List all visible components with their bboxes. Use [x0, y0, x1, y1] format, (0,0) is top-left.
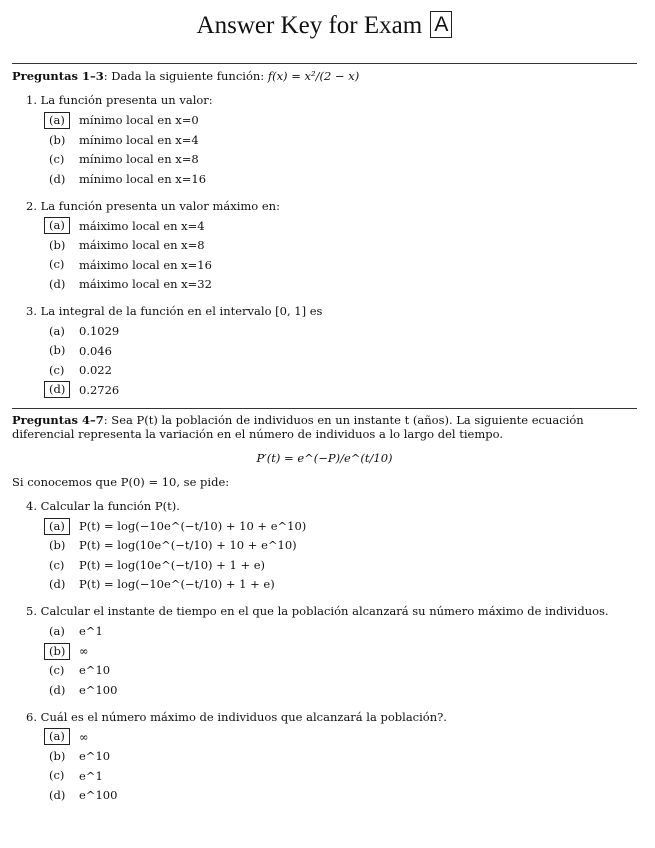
- option-label: (c): [49, 257, 65, 272]
- question-prompt: La función presenta un valor:: [40, 93, 213, 108]
- question-text: [26, 604, 637, 618]
- option-text: mínimo local en x=4: [79, 132, 199, 147]
- option-text: máiximo local en x=32: [79, 277, 212, 292]
- section-divider-2: [12, 408, 637, 409]
- question-text: [26, 93, 637, 107]
- answer-option: [44, 150, 637, 170]
- option-text: máiximo local en x=8: [79, 238, 205, 253]
- option-label: (d): [49, 171, 66, 186]
- answer-option: [44, 322, 637, 342]
- question-prompt: Calcular el instante de tiempo en el que la población alcanzará su número máximo de individuos.: [40, 604, 609, 619]
- option-text: P(t) = log(10e^(−t/10) + 10 + e^10): [79, 538, 297, 553]
- option-label: (b): [49, 538, 66, 553]
- option-text: 0.046: [79, 343, 112, 358]
- answer-option: [44, 275, 637, 295]
- answer-option: [44, 747, 637, 767]
- answer-option: [44, 169, 637, 189]
- section-divider: [12, 63, 637, 64]
- answer-option: [44, 766, 637, 786]
- question-number: 5.: [26, 604, 37, 619]
- correct-option-label: (a): [44, 518, 70, 535]
- question-text: [26, 199, 637, 213]
- block1-heading: Preguntas 1–3: [12, 69, 104, 83]
- question-prompt: Calcular la función P(t).: [40, 499, 180, 513]
- question-prompt: Cuál es el número máximo de individuos que alcanzará la población?.: [40, 709, 447, 724]
- option-text: P(t) = log(10e^(−t/10) + 1 + e): [79, 557, 266, 572]
- option-label: (c): [49, 663, 65, 677]
- question-prompt: La integral de la función en el intervalo [0, 1] es: [40, 304, 323, 319]
- answer-option: [44, 130, 637, 150]
- option-text: e^10: [79, 663, 111, 678]
- title-text: Answer Key for Exam: [196, 12, 423, 39]
- option-text: mínimo local en x=0: [79, 113, 199, 128]
- answer-option: [44, 680, 637, 700]
- answer-option: [44, 341, 637, 361]
- block1-intro: [12, 69, 637, 83]
- option-text: 0.022: [79, 363, 112, 378]
- option-label: (d): [49, 577, 66, 592]
- answer-option: [44, 555, 637, 575]
- question-text: [26, 499, 637, 513]
- answer-option: [44, 380, 637, 400]
- option-label: (b): [49, 748, 66, 763]
- option-label: (c): [49, 362, 65, 377]
- answer-option: [44, 575, 637, 595]
- question: [26, 199, 637, 294]
- option-text: máiximo local en x=4: [79, 218, 205, 233]
- question: [26, 604, 637, 699]
- option-text: mínimo local en x=16: [79, 171, 207, 186]
- block2-intro: [12, 413, 637, 442]
- option-text: ∞: [79, 643, 89, 658]
- answer-option: [44, 516, 637, 536]
- questions-1-3: [12, 93, 637, 399]
- option-text: mínimo local en x=8: [79, 152, 199, 167]
- option-text: máiximo local en x=16: [79, 257, 212, 272]
- question-number: 4.: [26, 499, 37, 513]
- option-label: (c): [49, 152, 65, 166]
- question: [26, 710, 637, 805]
- question-prompt: La función presenta un valor máximo en:: [40, 198, 280, 213]
- answer-option: [44, 361, 637, 381]
- correct-option-label: (a): [44, 728, 70, 745]
- answer-option: [44, 786, 637, 806]
- option-label: (c): [49, 557, 65, 572]
- option-label: (c): [49, 768, 65, 783]
- block2: [12, 413, 637, 490]
- answer-option: [44, 236, 637, 256]
- option-label: (a): [49, 323, 65, 338]
- option-text: e^100: [79, 682, 118, 697]
- option-text: e^100: [79, 788, 118, 803]
- answer-option: [44, 622, 637, 642]
- correct-option-label: (b): [44, 643, 70, 660]
- option-label: (b): [49, 237, 66, 252]
- correct-option-label: (d): [44, 381, 70, 398]
- exam-key-badge: A: [430, 11, 452, 38]
- block2-heading: Preguntas 4–7: [12, 412, 104, 427]
- differential-equation: P′(t) = e^(−P)/e^(t/10): [256, 451, 393, 466]
- option-label: (d): [49, 276, 66, 291]
- answer-option: [44, 216, 637, 236]
- option-label: (a): [49, 624, 65, 638]
- answer-option: [44, 661, 637, 681]
- answer-option: [44, 111, 637, 131]
- question: [26, 93, 637, 188]
- option-text: e^1: [79, 624, 103, 639]
- block2-intro-text: : Sea P(t) la población de individuos en un instante t (años). La siguiente ecuación diferencial representa la variación en el número de individuos a lo largo del tiempo.: [12, 412, 584, 441]
- initial-condition: Si conocemos que P(0) = 10, se pide:: [12, 474, 230, 489]
- block1-intro-text: : Dada la siguiente función:: [103, 69, 268, 83]
- question-number: 3.: [26, 304, 37, 319]
- question-number: 2.: [26, 198, 37, 213]
- option-text: e^10: [79, 749, 111, 764]
- option-label: (b): [49, 343, 66, 358]
- answer-option: [44, 536, 637, 556]
- answer-option: [44, 255, 637, 275]
- correct-option-label: (a): [44, 217, 70, 234]
- option-text: P(t) = log(−10e^(−t/10) + 1 + e): [79, 577, 275, 592]
- question-text: [26, 304, 637, 318]
- option-text: P(t) = log(−10e^(−t/10) + 10 + e^10): [79, 518, 307, 533]
- question-number: 1.: [26, 93, 37, 108]
- option-text: 0.2726: [79, 382, 120, 397]
- option-label: (b): [49, 132, 66, 147]
- question-number: 6.: [26, 709, 37, 724]
- question-text: [26, 710, 637, 724]
- question: [26, 304, 637, 399]
- option-label: (d): [49, 682, 66, 697]
- answer-option: [44, 641, 637, 661]
- block1-function: f(x) = x²/(2 − x): [267, 69, 360, 83]
- option-text: e^1: [79, 768, 103, 783]
- option-text: ∞: [79, 729, 89, 744]
- option-text: 0.1029: [79, 324, 120, 339]
- correct-option-label: (a): [44, 112, 70, 129]
- answer-option: [44, 727, 637, 747]
- questions-4-6: [12, 499, 637, 805]
- page-title: [12, 0, 637, 48]
- option-label: (d): [49, 787, 66, 802]
- question: [26, 499, 637, 594]
